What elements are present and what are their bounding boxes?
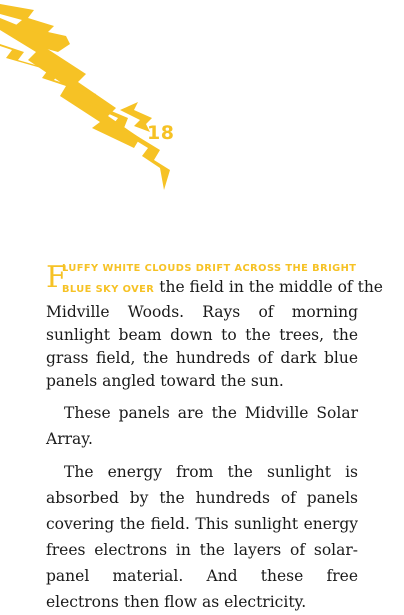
lead-in-caps-line1: LUFFY WHITE CLOUDS DRIFT ACROSS THE BRIGHT bbox=[62, 263, 357, 274]
body-text bbox=[46, 260, 383, 615]
lead-in-caps-line2: BLUE SKY OVER bbox=[62, 284, 155, 295]
paragraph-3: The energy from the sunlight is absorbed by the hundreds of panels covering the field. This sunlight energy frees electrons in the layers of solar-panel material. And these free electrons then flow as electricity. bbox=[46, 463, 358, 611]
opening-paragraph-rest: Midville Woods. Rays of morning sunlight beam down to the trees, the grass field, the hundreds of dark blue panels angled toward the sun. bbox=[46, 303, 358, 390]
paragraph-2: These panels are the Midville Solar Array. bbox=[46, 404, 358, 448]
lightning-bolt-icon bbox=[0, 4, 170, 190]
drop-cap: F bbox=[46, 260, 67, 295]
lead-in-line2 bbox=[62, 276, 383, 301]
lead-in-rest: the field in the middle of the bbox=[154, 278, 383, 296]
opening-paragraph bbox=[46, 260, 383, 393]
chapter-number: 18 bbox=[147, 122, 175, 144]
